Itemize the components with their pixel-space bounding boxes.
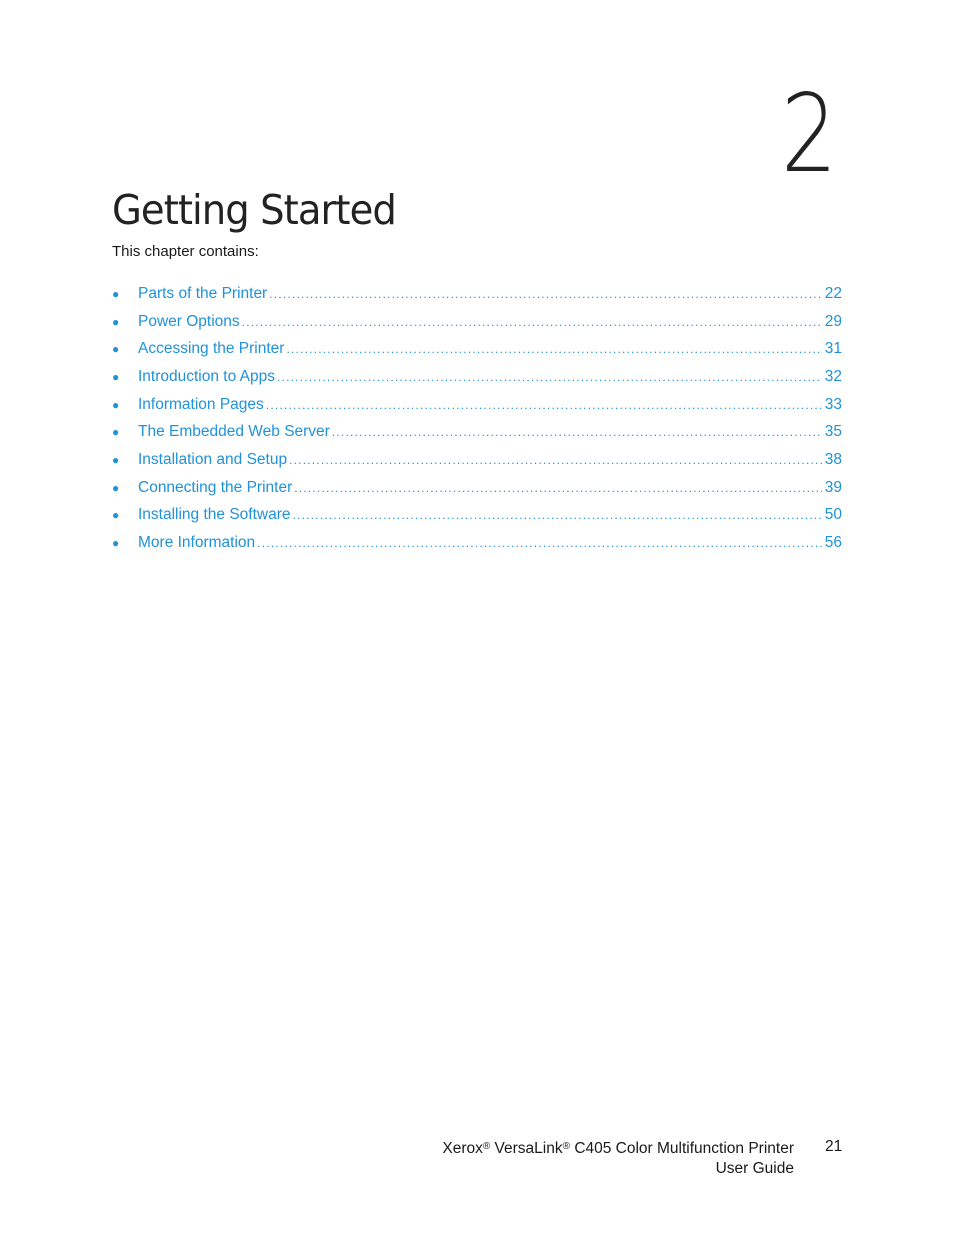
toc-label: Connecting the Printer (138, 478, 293, 496)
footer-brand: Xerox (442, 1140, 483, 1157)
toc-label: Information Pages (138, 395, 264, 413)
registered-mark: ® (482, 1141, 491, 1152)
bullet-icon: ● (112, 314, 120, 329)
toc-item (112, 418, 842, 446)
footer-model: C405 Color Multifunction Printer (574, 1140, 794, 1157)
toc-page-number: 56 (824, 534, 842, 552)
toc-item (112, 308, 842, 336)
bullet-icon: ● (112, 425, 120, 440)
toc-dot-leader (242, 315, 822, 329)
footer-product: VersaLink (494, 1140, 563, 1157)
page-number: 21 (825, 1138, 843, 1155)
toc-label: Installing the Software (138, 506, 291, 524)
toc-item (112, 335, 842, 363)
toc-link-power-options[interactable] (138, 313, 842, 331)
toc-page-number: 33 (824, 395, 842, 413)
bullet-icon: ● (112, 286, 120, 301)
toc-label: Power Options (138, 312, 240, 330)
bullet-icon: ● (112, 342, 120, 357)
bullet-icon: ● (112, 397, 120, 412)
toc-page-number: 35 (824, 423, 842, 441)
chapter-number: 2 (781, 72, 836, 197)
footer-product-line (442, 1137, 794, 1159)
toc-page-number: 22 (824, 284, 842, 302)
toc-link-installation-and-setup[interactable] (138, 451, 842, 469)
toc-link-installing-the-software[interactable] (138, 506, 842, 524)
toc-item (112, 280, 842, 308)
table-of-contents (112, 280, 842, 557)
chapter-title: Getting Started (112, 186, 396, 234)
toc-dot-leader (277, 370, 822, 384)
toc-label: Introduction to Apps (138, 367, 276, 385)
bullet-icon: ● (112, 369, 120, 384)
toc-item (112, 529, 842, 557)
toc-page-number: 38 (824, 450, 842, 468)
bullet-icon: ● (112, 480, 120, 495)
toc-link-information-pages[interactable] (138, 396, 842, 414)
toc-link-accessing-the-printer[interactable] (138, 340, 842, 358)
toc-label: Accessing the Printer (138, 340, 285, 358)
toc-link-connecting-the-printer[interactable] (138, 479, 842, 497)
toc-dot-leader (294, 481, 822, 495)
toc-label: Parts of the Printer (138, 284, 268, 302)
toc-item (112, 446, 842, 474)
toc-page-number: 29 (824, 312, 842, 330)
toc-dot-leader (293, 508, 822, 522)
toc-page-number: 39 (824, 478, 842, 496)
toc-page-number: 31 (824, 340, 842, 358)
toc-label: The Embedded Web Server (138, 423, 330, 441)
toc-dot-leader (332, 425, 822, 439)
toc-link-the-embedded-web-server[interactable] (138, 423, 842, 441)
toc-link-introduction-to-apps[interactable] (138, 368, 842, 386)
toc-item (112, 502, 842, 530)
toc-page-number: 50 (824, 506, 842, 524)
toc-label: Installation and Setup (138, 450, 288, 468)
bullet-icon: ● (112, 536, 120, 551)
page-footer (442, 1137, 794, 1178)
toc-dot-leader (286, 342, 821, 356)
toc-link-parts-of-the-printer[interactable] (138, 285, 842, 303)
toc-item (112, 391, 842, 419)
toc-page-number: 32 (824, 367, 842, 385)
toc-dot-leader (257, 536, 822, 550)
toc-dot-leader (289, 453, 822, 467)
toc-item (112, 363, 842, 391)
toc-link-more-information[interactable] (138, 534, 842, 552)
chapter-intro: This chapter contains: (112, 243, 259, 260)
bullet-icon: ● (112, 452, 120, 467)
registered-mark: ® (562, 1141, 570, 1152)
toc-item (112, 474, 842, 502)
toc-dot-leader (269, 287, 822, 301)
toc-label: More Information (138, 534, 256, 552)
bullet-icon: ● (112, 508, 120, 523)
toc-dot-leader (266, 398, 822, 412)
footer-doc-type: User Guide (715, 1159, 794, 1177)
